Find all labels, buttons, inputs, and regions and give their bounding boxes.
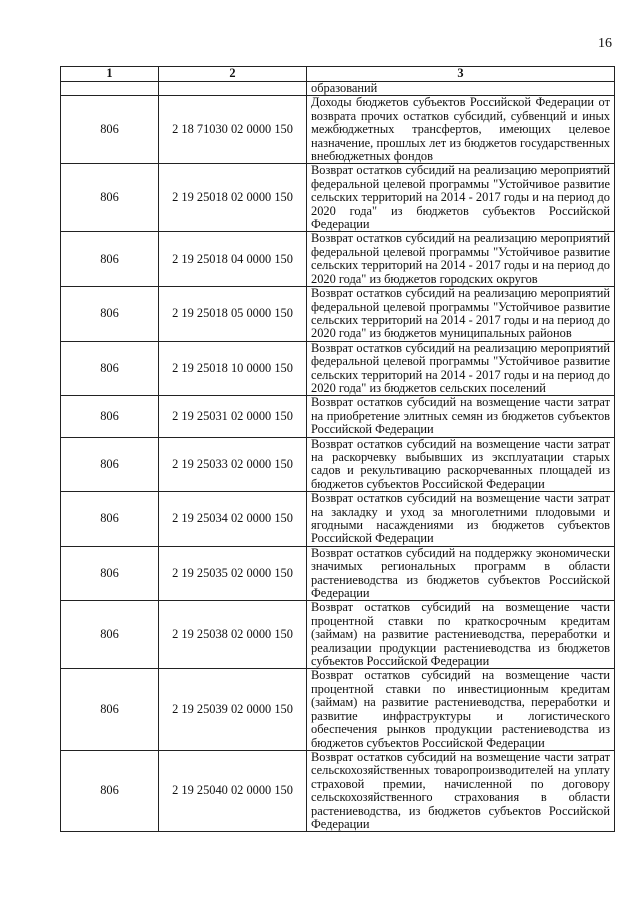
description-cell: образований: [307, 82, 615, 96]
description-cell: Возврат остатков субсидий на реализацию мероприятий федеральной целевой программы "Устойчивое развитие сельских территорий на 2014 - 2017 годы и на период до 2020 года" из бюджетов сельских поселений: [307, 341, 615, 396]
table-row: [61, 164, 615, 232]
admin-code-cell: 806: [61, 601, 159, 669]
budget-code-cell: 2 19 25018 02 0000 150: [159, 164, 307, 232]
budget-code-cell: 2 19 25018 10 0000 150: [159, 341, 307, 396]
description-cell: Возврат остатков субсидий на возмещение части процентной ставки по краткосрочным кредитам (займам) на развитие растениеводства, переработки и реализации продукции растениеводства из бюджетов субъектов Российской Федерации: [307, 601, 615, 669]
table-row: [61, 437, 615, 492]
admin-code-cell: 806: [61, 164, 159, 232]
budget-codes-table: [60, 66, 615, 832]
admin-code-cell: 806: [61, 669, 159, 750]
admin-code-cell: 806: [61, 341, 159, 396]
budget-code-cell: 2 19 25031 02 0000 150: [159, 396, 307, 437]
description-cell: Возврат остатков субсидий на возмещение части затрат на закладку и уход за многолетними плодовыми и ягодными насаждениями из бюджетов субъектов Российской Федерации: [307, 492, 615, 547]
table-row: [61, 492, 615, 547]
budget-code-cell: 2 19 25038 02 0000 150: [159, 601, 307, 669]
budget-code-cell: 2 19 25018 05 0000 150: [159, 287, 307, 342]
page-number: 16: [598, 36, 612, 51]
budget-code-cell: 2 19 25034 02 0000 150: [159, 492, 307, 547]
table-row: [61, 287, 615, 342]
description-cell: Возврат остатков субсидий на поддержку экономически значимых региональных программ в области растениеводства из бюджетов субъектов Российской Федерации: [307, 546, 615, 601]
table-row: [61, 669, 615, 750]
table-row: [61, 232, 615, 287]
admin-code-cell: 806: [61, 492, 159, 547]
budget-code-cell: 2 19 25018 04 0000 150: [159, 232, 307, 287]
description-cell: Возврат остатков субсидий на реализацию мероприятий федеральной целевой программы "Устойчивое развитие сельских территорий на 2014 - 2017 годы и на период до 2020 года" из бюджетов городских округов: [307, 232, 615, 287]
budget-code-cell: 2 19 25039 02 0000 150: [159, 669, 307, 750]
table-row: [61, 96, 615, 164]
column-header-1: 1: [61, 67, 159, 82]
admin-code-cell: 806: [61, 232, 159, 287]
description-cell: Возврат остатков субсидий на реализацию мероприятий федеральной целевой программы "Устойчивое развитие сельских территорий на 2014 - 2017 годы и на период до 2020 года" из бюджетов субъектов Российской Федерации: [307, 164, 615, 232]
table-row: [61, 396, 615, 437]
budget-code-cell: 2 19 25033 02 0000 150: [159, 437, 307, 492]
budget-code-cell: [159, 82, 307, 96]
description-cell: Возврат остатков субсидий на возмещение части затрат на приобретение элитных семян из бюджетов субъектов Российской Федерации: [307, 396, 615, 437]
admin-code-cell: 806: [61, 750, 159, 831]
description-cell: Доходы бюджетов субъектов Российской Федерации от возврата прочих остатков субсидий, субвенций и иных межбюджетных трансфертов, имеющих целевое назначение, прошлых лет из бюджетов государственных внебюджетных фондов: [307, 96, 615, 164]
description-cell: Возврат остатков субсидий на возмещение части затрат на раскорчевку выбывших из эксплуатации старых садов и рекультивацию раскорчеванных площадей из бюджетов субъектов Российской Федерации: [307, 437, 615, 492]
table-row: [61, 82, 615, 96]
table-row: [61, 341, 615, 396]
description-cell: Возврат остатков субсидий на возмещение части процентной ставки по инвестиционным кредитам (займам) на развитие растениеводства, переработки и развитие инфраструктуры и логистического обеспечения рынков продукции растениеводства из бюджетов субъектов Российской Федерации: [307, 669, 615, 750]
description-cell: Возврат остатков субсидий на реализацию мероприятий федеральной целевой программы "Устойчивое развитие сельских территорий на 2014 - 2017 годы и на период до 2020 года" из бюджетов муниципальных районов: [307, 287, 615, 342]
budget-code-cell: 2 18 71030 02 0000 150: [159, 96, 307, 164]
table-row: [61, 750, 615, 831]
description-cell: Возврат остатков субсидий на возмещение части затрат сельскохозяйственных товаропроизводителей на уплату страховой премии, начисленной по договору сельскохозяйственного страхования в области растениеводства, из бюджетов субъектов Российской Федерации: [307, 750, 615, 831]
column-header-3: 3: [307, 67, 615, 82]
table-row: [61, 601, 615, 669]
budget-code-cell: 2 19 25035 02 0000 150: [159, 546, 307, 601]
table-row: [61, 546, 615, 601]
admin-code-cell: 806: [61, 287, 159, 342]
budget-code-cell: 2 19 25040 02 0000 150: [159, 750, 307, 831]
admin-code-cell: 806: [61, 396, 159, 437]
admin-code-cell: 806: [61, 96, 159, 164]
admin-code-cell: 806: [61, 437, 159, 492]
column-header-2: 2: [159, 67, 307, 82]
table-header-row: [61, 67, 615, 82]
admin-code-cell: [61, 82, 159, 96]
admin-code-cell: 806: [61, 546, 159, 601]
